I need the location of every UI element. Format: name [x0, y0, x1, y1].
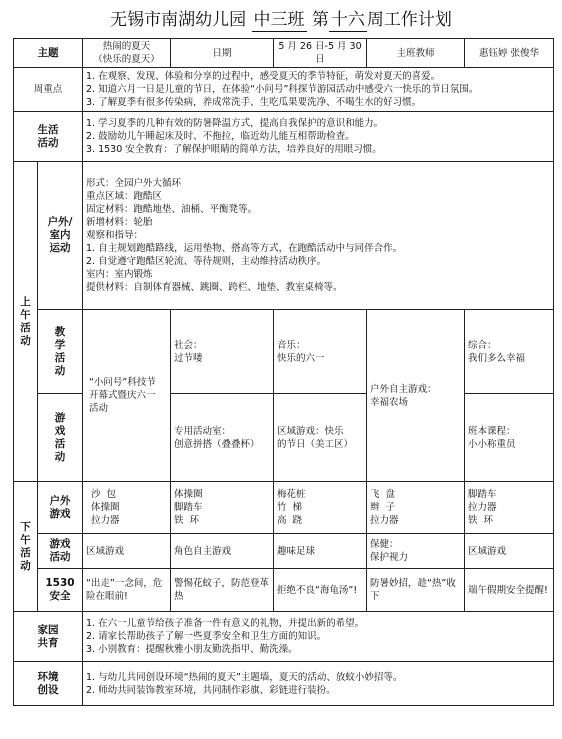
teaching-label-char: 教 — [54, 325, 66, 338]
equipment-item: 梅花桩 — [277, 489, 306, 500]
morning-label-char: 动 — [20, 334, 31, 347]
outdoor-line: 新增材料：轮胎 — [86, 217, 153, 228]
afternoon-game-label-line: 游戏 — [49, 538, 71, 550]
teaching-wed-subject: 音乐： — [277, 339, 306, 351]
equipment-item: 高 跷 — [277, 515, 303, 526]
theme-value-line-1: 热闹的夏天 — [102, 41, 151, 52]
equipment-item: 脚踏车 — [468, 489, 497, 500]
date-label: 日期 — [171, 39, 274, 68]
teaching-fri-subject: 综合： — [468, 339, 497, 351]
weekly-focus-label: 周重点 — [14, 68, 83, 112]
afternoon-outdoor-label — [38, 482, 83, 534]
life-content — [83, 112, 554, 162]
weekly-focus-row — [14, 68, 554, 112]
outdoor-label — [38, 162, 83, 310]
afternoon-game-label-line: 活动 — [49, 551, 71, 563]
equipment-item: 拉力器 — [370, 515, 399, 526]
title-class: 中三班 — [253, 10, 305, 30]
teaching-mon: “小问号”科技节开幕式暨庆六一活动 — [83, 310, 171, 482]
equipment-item: 脚踏车 — [174, 502, 203, 513]
afternoon-label — [14, 482, 38, 612]
home-line: 1. 在六一儿童节给孩子准备一件有意义的礼物，并提出新的希望。 — [86, 618, 365, 629]
safety-mon: “出走”一念间，危险在眼前! — [83, 569, 171, 612]
plan-table — [13, 38, 554, 706]
morning-outdoor-row — [14, 162, 554, 310]
morning-game-wed — [274, 394, 367, 482]
afternoon-game-label — [38, 534, 83, 569]
teaching-fri — [465, 310, 554, 394]
weekly-focus-line: 1. 在观察、发现、体验和分享的过程中，感受夏天的季节特征，萌发对夏天的喜爱。 — [86, 71, 441, 82]
equipment-item: 沙 包 — [91, 489, 117, 500]
teaching-wed — [274, 310, 367, 394]
safety-label-line: 1530 — [45, 577, 75, 589]
morning-game-tue — [171, 394, 274, 482]
env-line: 1. 与幼儿共同创设环境“热闹的夏天”主题墙，夏天的活动、放蚊小妙招等。 — [86, 671, 403, 683]
morning-game-label-char: 戏 — [54, 424, 66, 437]
teaching-label-char: 活 — [54, 351, 66, 364]
env-row — [14, 662, 554, 706]
title-school: 无锡市南湖幼儿园 — [110, 10, 247, 30]
safety-fri: 端午假期安全提醒! — [465, 569, 554, 612]
page-title — [0, 4, 562, 36]
afternoon-outdoor-thu — [367, 482, 465, 534]
afternoon-outdoor-label-line: 游戏 — [49, 507, 71, 520]
title-week-pre: 第 — [311, 10, 329, 30]
outdoor-content — [83, 162, 554, 310]
morning-game-fri-topic: 小小称重员 — [468, 438, 516, 450]
safety-thu: 防暑妙招，趁“热”收下 — [367, 569, 465, 612]
equipment-item: 竹 梯 — [277, 502, 303, 513]
safety-row — [14, 569, 554, 612]
home-row — [14, 612, 554, 662]
morning-game-label-char: 动 — [54, 450, 66, 463]
afternoon-outdoor-fri — [465, 482, 554, 534]
teaching-label-char: 动 — [54, 364, 66, 377]
outdoor-line: 重点区域：跑酷区 — [86, 191, 163, 202]
safety-label — [38, 569, 83, 612]
afternoon-outdoor-row — [14, 482, 554, 534]
afternoon-label-char: 午 — [20, 533, 31, 546]
morning-label-char: 午 — [20, 308, 31, 321]
outdoor-label-line: 户外/ — [47, 216, 73, 228]
outdoor-line: 1. 自主规划跑酷路线，运用垫物、搭高等方式，在跑酷活动中与同伴合作。 — [86, 243, 403, 254]
afternoon-game-wed: 趣味足球 — [274, 534, 367, 569]
safety-label-line: 安全 — [49, 590, 71, 602]
equipment-item: 铁 环 — [468, 515, 494, 526]
afternoon-outdoor-mon — [83, 482, 171, 534]
outdoor-line: 室内：室内锻炼 — [86, 269, 153, 280]
env-label-line: 环境 — [37, 670, 59, 683]
theme-label: 主题 — [14, 39, 83, 68]
safety-wed: 拒绝不良“海龟汤”! — [274, 569, 367, 612]
teaching-tue-subject: 社会： — [174, 339, 203, 351]
afternoon-label-char: 动 — [20, 559, 31, 572]
life-label-line-2: 活动 — [37, 136, 59, 149]
theme-value — [83, 39, 171, 68]
afternoon-game-thu-type: 保健： — [370, 539, 399, 550]
afternoon-outdoor-tue — [171, 482, 274, 534]
life-label-line-1: 生活 — [37, 123, 59, 136]
home-line: 3. 小别教育：提醒秋雅小朋友勤洗指甲、勤洗澡。 — [86, 644, 298, 655]
outdoor-label-line: 室内 — [49, 229, 71, 241]
afternoon-game-row — [14, 534, 554, 569]
morning-game-wed-line-2: 的节日（美工区） — [277, 438, 354, 450]
outdoor-line: 形式：全园户外大循环 — [86, 178, 182, 189]
title-week: 十六 — [330, 10, 365, 30]
afternoon-game-thu — [367, 534, 465, 569]
life-line: 2. 鼓励幼儿午睡起床及时、不拖拉，临近幼儿能互相帮助检查。 — [86, 131, 355, 142]
life-row — [14, 112, 554, 162]
teaching-tue-topic: 过节喽 — [174, 352, 203, 364]
outdoor-line: 2. 自觉遵守跑酷区轮流、等待规则，主动维持活动秩序。 — [86, 256, 327, 267]
life-line: 1. 学习夏季的几种有效的防暑降温方式，提高自我保护的意识和能力。 — [86, 118, 384, 129]
env-label-line: 创设 — [37, 683, 59, 696]
theme-value-line-2: （快乐的夏天） — [93, 54, 160, 65]
teaching-label — [38, 310, 83, 394]
env-line: 2. 师幼共同装饰教室环境，共同制作彩旗、彩链进行装扮。 — [86, 684, 336, 696]
morning-label — [14, 162, 38, 482]
afternoon-game-thu-topic: 保护视力 — [370, 552, 409, 563]
home-line: 2. 请家长帮助孩子了解一些夏季安全和卫生方面的知识。 — [86, 631, 327, 642]
outdoor-line: 提供材料：自制体育器械、跳圈、跨栏、地垫、教室桌椅等。 — [86, 282, 343, 293]
weekly-focus-content — [83, 68, 554, 112]
morning-game-wed-line-1: 区域游戏：快乐 — [277, 425, 344, 437]
weekly-focus-line: 3. 了解夏季有很多传染病，养成常洗手、生吃瓜果要洗净、不喝生水的好习惯。 — [86, 97, 422, 108]
safety-tue: 警惕花蚊子，防范登革热 — [171, 569, 274, 612]
outdoor-line: 观察和指导： — [86, 230, 144, 241]
env-content — [83, 662, 554, 706]
afternoon-outdoor-wed — [274, 482, 367, 534]
teacher-label: 主班教师 — [367, 39, 465, 68]
home-label-line: 共育 — [37, 636, 59, 649]
afternoon-label-char: 下 — [20, 520, 31, 533]
morning-game-label — [38, 394, 83, 482]
equipment-item: 体操圈 — [174, 489, 203, 500]
life-label — [14, 112, 83, 162]
equipment-item: 拉力器 — [91, 515, 120, 526]
morning-game-fri-type: 班本课程： — [468, 425, 516, 437]
morning-game-tue-type: 专用活动室： — [174, 425, 232, 437]
date-value: 5 月 26 日-5 月 30 日 — [274, 39, 367, 68]
afternoon-game-mon: 区域游戏 — [83, 534, 171, 569]
home-content — [83, 612, 554, 662]
morning-game-label-char: 活 — [54, 437, 66, 450]
afternoon-game-tue: 角色自主游戏 — [171, 534, 274, 569]
teacher-value: 惠钰婷 张俊华 — [465, 39, 554, 68]
morning-game-label-char: 游 — [54, 411, 66, 424]
weekly-focus-line: 2. 知道六月一日是儿童的节日，在体验“小问号”科探节游园活动中感受六一快乐的节日氛围。 — [86, 84, 479, 95]
teaching-tue — [171, 310, 274, 394]
equipment-item: 拉力器 — [468, 502, 497, 513]
morning-game-fri — [465, 394, 554, 482]
equipment-item: 体操圈 — [91, 502, 120, 513]
afternoon-game-fri: 区域游戏 — [465, 534, 554, 569]
outdoor-label-line: 运动 — [49, 242, 71, 254]
title-suffix: 周工作计划 — [366, 10, 452, 30]
outdoor-line: 固定材料：跑酷地垫、油桶、平衡凳等。 — [86, 204, 258, 215]
afternoon-outdoor-label-line: 户外 — [49, 494, 71, 507]
teaching-thu-topic: 幸福农场 — [370, 396, 409, 408]
teaching-label-char: 学 — [54, 338, 66, 351]
teaching-row — [14, 310, 554, 394]
header-row — [14, 39, 554, 68]
home-label-line: 家园 — [37, 623, 59, 636]
morning-label-char: 上 — [20, 295, 31, 308]
equipment-item: 铁 环 — [174, 515, 200, 526]
teaching-fri-topic: 我们多么幸福 — [468, 352, 526, 364]
home-label — [14, 612, 83, 662]
equipment-item: 辫 子 — [370, 502, 396, 513]
teaching-wed-topic: 快乐的六一 — [277, 352, 325, 364]
morning-game-tue-topic: 创意拼搭（叠叠杯） — [174, 438, 260, 450]
afternoon-label-char: 活 — [20, 546, 31, 559]
morning-label-char: 活 — [20, 321, 31, 334]
teaching-thu-subject: 户外自主游戏： — [370, 383, 437, 395]
env-label — [14, 662, 83, 706]
teaching-thu — [367, 310, 465, 482]
life-line: 3. 1530 安全教育：了解保护眼睛的简单方法，培养良好的用眼习惯。 — [86, 144, 382, 155]
equipment-item: 飞 盘 — [370, 489, 396, 500]
